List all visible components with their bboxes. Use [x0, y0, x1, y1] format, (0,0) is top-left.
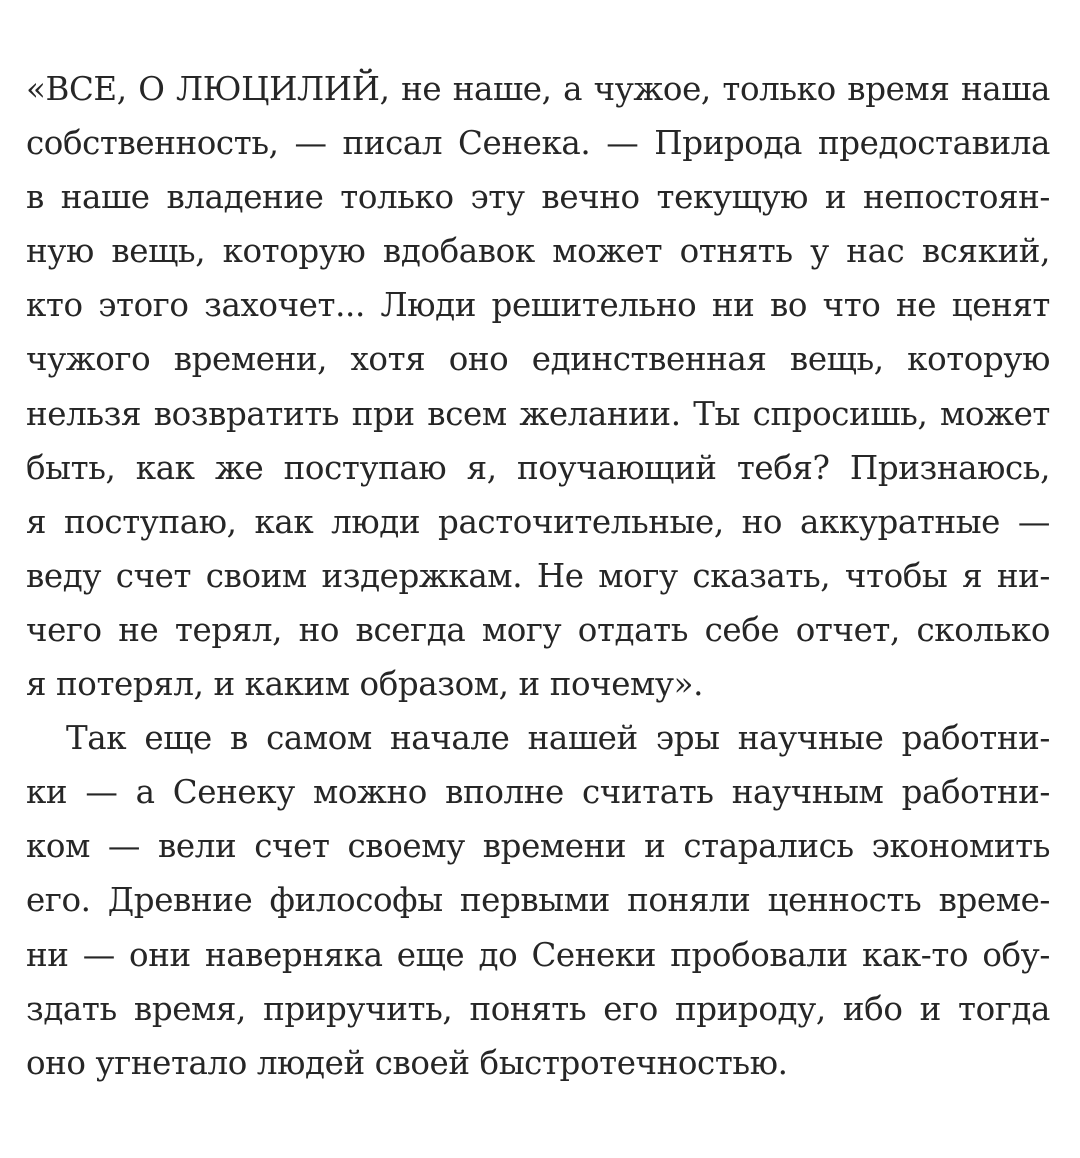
text-line: чужого времени, хотя оно единственная вещь, которую	[26, 340, 1050, 379]
text-line: веду счет своим издержкам. Не могу сказать, чтобы я ни-	[26, 556, 1050, 595]
text-line: оно угнетало людей своей быстротечностью.	[26, 1043, 788, 1082]
text-line: я поступаю, как люди расточительные, но аккуратные —	[26, 502, 1050, 541]
text-line: собственность, — писал Сенека. — Природа предоставила	[26, 124, 1050, 163]
text-line: быть, как же поступаю я, поучающий тебя? Признаюсь,	[26, 448, 1050, 487]
text-line: в наше владение только эту вечно текущую и непостоян-	[26, 178, 1050, 217]
text-line: чего не терял, но всегда могу отдать себе отчет, сколько	[26, 610, 1050, 649]
text-line: «ВСЕ, О ЛЮЦИЛИЙ, не наше, а чужое, только время наша	[26, 70, 1050, 108]
text-line: здать время, приручить, понять его природу, ибо и тогда	[26, 989, 1050, 1028]
paragraph-seneca-quote	[26, 62, 1050, 711]
text-line: ком — вели счет своему времени и старались экономить	[26, 827, 1050, 866]
text-line: нельзя возвратить при всем желании. Ты спросишь, может	[26, 394, 1050, 433]
text-line: его. Древние философы первыми поняли ценность време-	[26, 881, 1050, 920]
text-line: Так еще в самом начале нашей эры научные работни-	[66, 719, 1050, 758]
text-line: ки — а Сенеку можно вполне считать научным работни-	[26, 773, 1050, 812]
text-line: ни — они наверняка еще до Сенеки пробовали как-то обу-	[26, 935, 1050, 974]
text-line: кто этого захочет... Люди решительно ни во что не ценят	[26, 286, 1050, 325]
text-line: я потерял, и каким образом, и почему».	[26, 665, 704, 704]
book-page	[26, 62, 1050, 1090]
paragraph-scientists	[26, 711, 1050, 1090]
text-line: ную вещь, которую вдобавок может отнять у нас всякий,	[26, 232, 1050, 271]
